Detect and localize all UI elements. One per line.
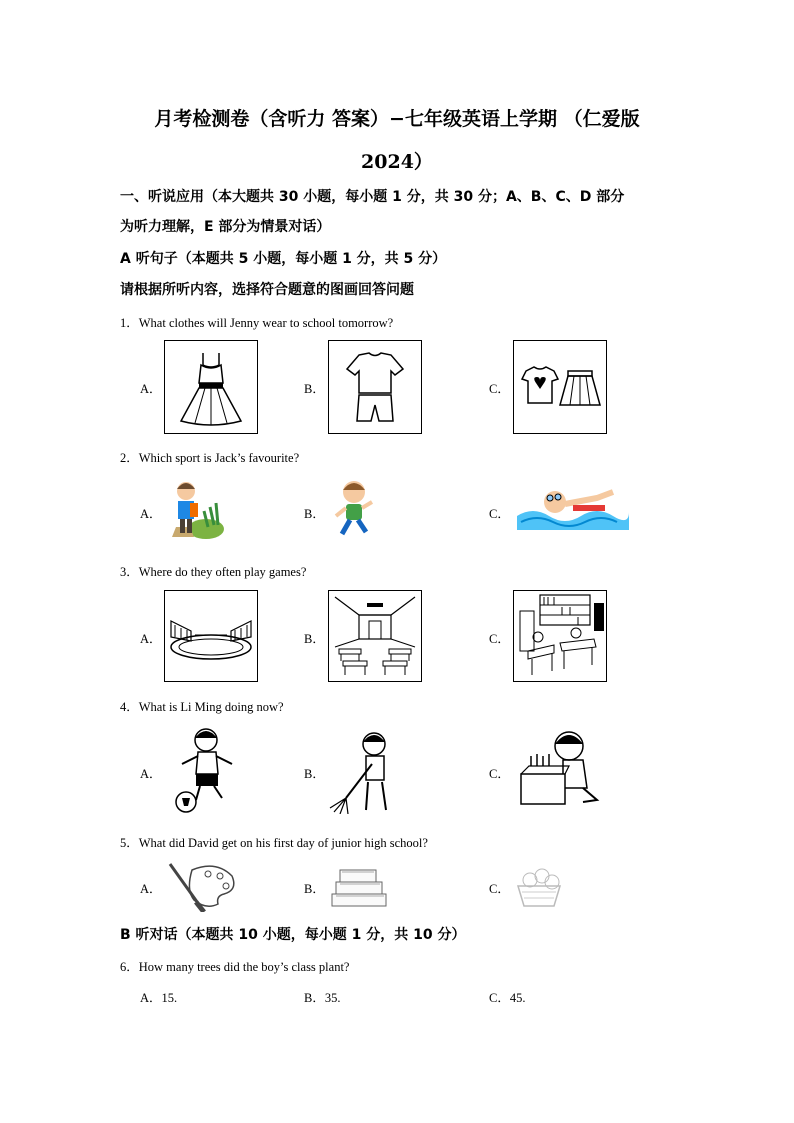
page-title-line2: 2024） [361, 151, 433, 173]
option-label: B． [304, 382, 325, 396]
paint-palette-drawing [166, 860, 238, 912]
option-label: C． [489, 382, 510, 396]
option-label: C． [489, 882, 510, 896]
option-label: B． [304, 507, 325, 521]
question-4: 4．What is Li Ming doing now? [120, 700, 284, 714]
option-label: B． [304, 882, 325, 896]
option-label: A． [140, 382, 162, 396]
dress-icon[interactable] [164, 340, 258, 434]
question-5: 5．What did David get on his first day of junior high school? [120, 836, 428, 850]
running-boy-drawing [330, 478, 376, 540]
tshirt-skirt-drawing [514, 341, 606, 433]
option-label: A． [140, 882, 162, 896]
running-boy-icon[interactable] [330, 478, 376, 540]
question-6: 6．How many trees did the boy’s class plant? [120, 960, 350, 974]
swimming-boy-drawing [513, 482, 629, 532]
part-heading-line2: 为听力理解，E 部分为情景对话） [120, 219, 331, 235]
option-label: A． [140, 507, 162, 521]
classroom-icon[interactable] [328, 590, 422, 682]
sweeping-boy-drawing [328, 730, 398, 814]
classroom-drawing [329, 591, 421, 681]
soccer-boy-drawing [168, 726, 238, 816]
hiking-boy-drawing [164, 477, 226, 543]
question-2: 2．Which sport is Jack’s favourite? [120, 451, 300, 465]
books-icon[interactable] [330, 862, 388, 908]
swimming-boy-icon[interactable] [513, 482, 629, 532]
dress-drawing [165, 341, 257, 433]
fruit-basket-drawing [514, 862, 564, 910]
question-1: 1．What clothes will Jenny wear to school tomorrow? [120, 316, 394, 330]
library-drawing [514, 591, 606, 681]
option-a[interactable]: A．15. [140, 991, 178, 1005]
option-label: C． [489, 632, 510, 646]
page-title: 月考检测卷（含听力 答案）−七年级英语上学期 （仁爱版 [154, 108, 640, 130]
section-a-instruction: 请根据所听内容，选择符合题意的图画回答问题 [120, 282, 414, 298]
packing-box-boy-icon[interactable] [517, 728, 601, 808]
tshirt-shorts-drawing [329, 341, 421, 433]
tshirt-skirt-icon[interactable] [513, 340, 607, 434]
library-icon[interactable] [513, 590, 607, 682]
section-b-heading: B 听对话（本题共 10 小题，每小题 1 分，共 10 分） [120, 927, 466, 943]
playground-drawing [165, 591, 257, 681]
playground-icon[interactable] [164, 590, 258, 682]
packing-box-boy-drawing [517, 728, 601, 808]
section-a-heading: A 听句子（本题共 5 小题，每小题 1 分，共 5 分） [120, 251, 447, 267]
books-drawing [330, 862, 388, 908]
part-heading: 一、听说应用（本大题共 30 小题，每小题 1 分，共 30 分；A、B、C、D 部分 [120, 189, 625, 205]
soccer-boy-icon[interactable] [168, 726, 238, 816]
sweeping-boy-icon[interactable] [328, 730, 398, 814]
tshirt-shorts-icon[interactable] [328, 340, 422, 434]
option-label: C． [489, 507, 510, 521]
option-label: B． [304, 632, 325, 646]
option-label: A． [140, 767, 162, 781]
question-3: 3．Where do they often play games? [120, 565, 307, 579]
paint-palette-icon[interactable] [166, 860, 238, 912]
option-label: C． [489, 767, 510, 781]
option-label: A． [140, 632, 162, 646]
option-c[interactable]: C．45. [489, 991, 526, 1005]
fruit-basket-icon[interactable] [514, 862, 564, 910]
option-b[interactable]: B．35. [304, 991, 341, 1005]
option-label: B． [304, 767, 325, 781]
hiking-boy-icon[interactable] [164, 477, 226, 543]
